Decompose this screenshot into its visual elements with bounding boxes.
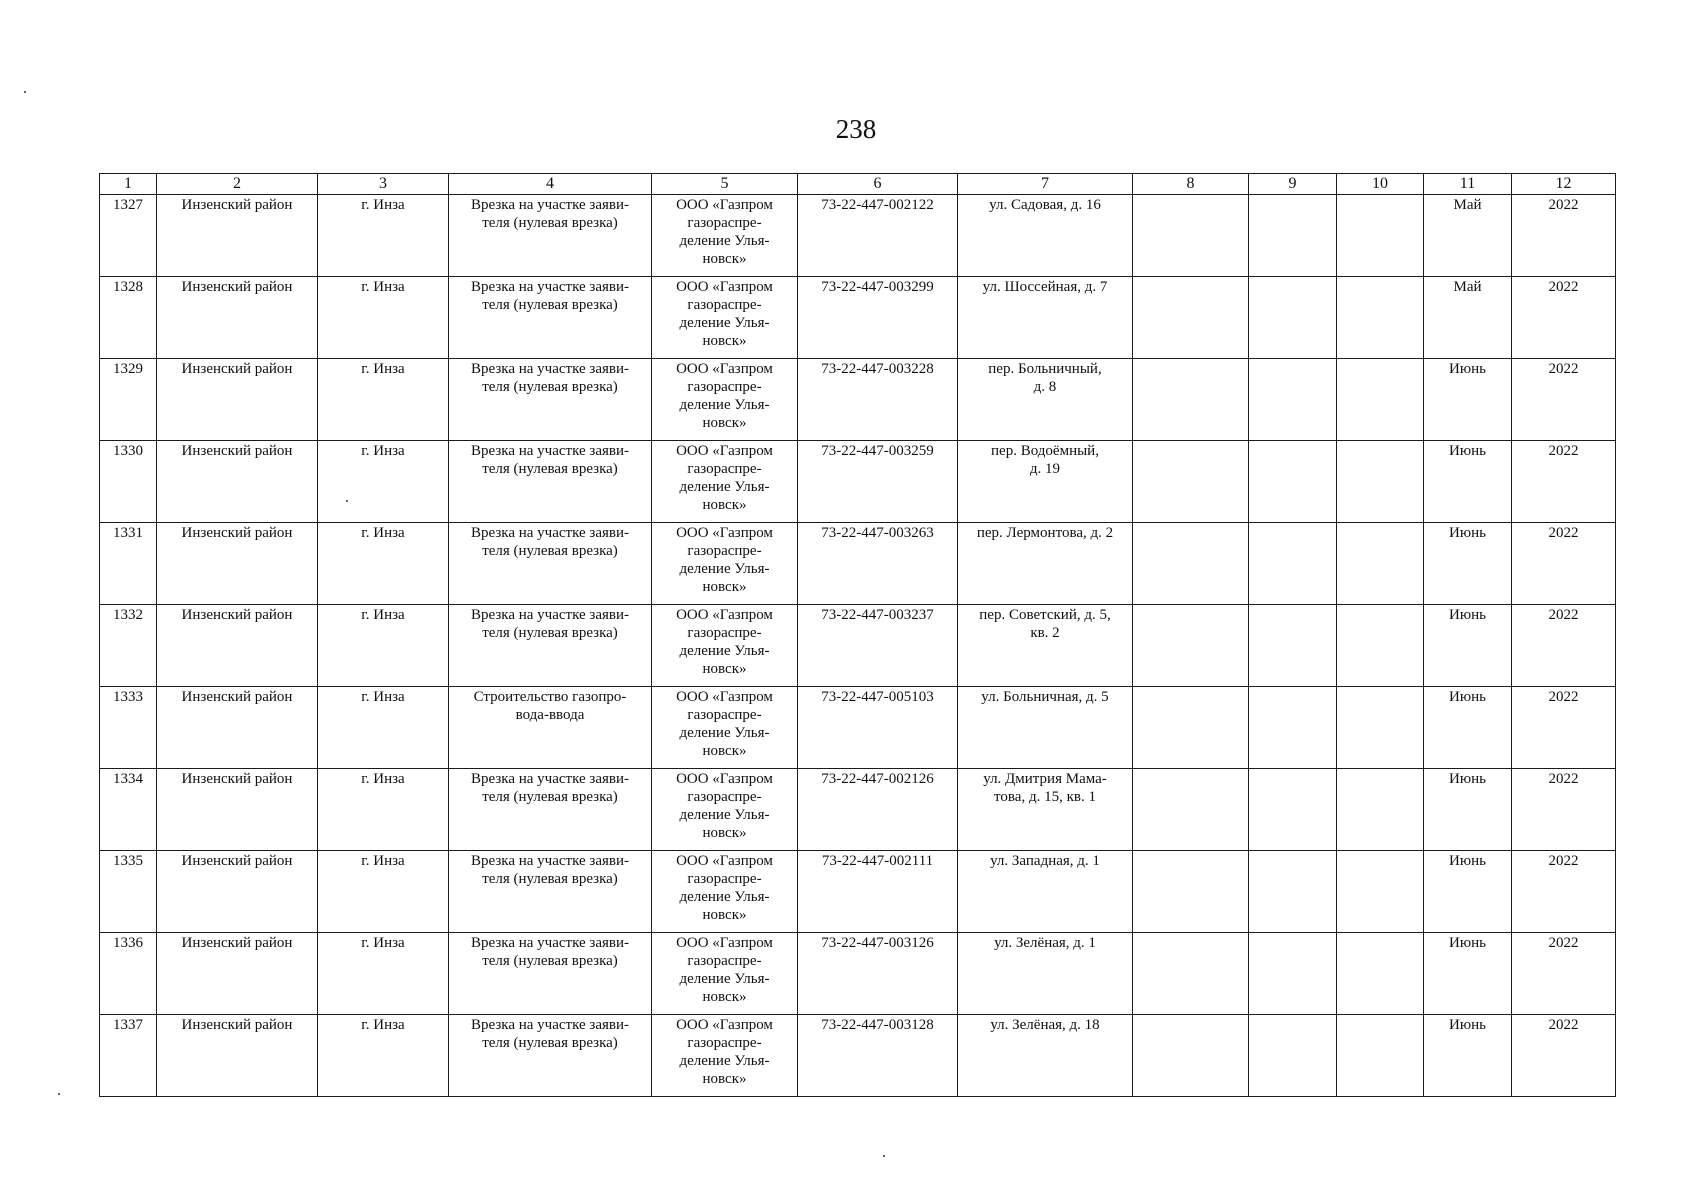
column-header-12: 12 [1512,174,1616,195]
address-cell: ул. Дмитрия Мама- това, д. 15, кв. 1 [958,769,1133,851]
column-8-cell [1133,277,1249,359]
district-cell: Инзенский район [157,769,318,851]
column-header-2: 2 [157,174,318,195]
work-type-cell: Врезка на участке заяви- теля (нулевая врезка) [449,933,652,1015]
locality-cell: г. Инза [318,933,449,1015]
column-header-9: 9 [1249,174,1337,195]
address-cell: ул. Шоссейная, д. 7 [958,277,1133,359]
column-header-5: 5 [652,174,798,195]
address-cell: пер. Больничный, д. 8 [958,359,1133,441]
column-number-row [100,174,1616,195]
year-cell: 2022 [1512,605,1616,687]
column-9-cell [1249,687,1337,769]
object-code-cell: 73-22-447-002122 [798,195,958,277]
column-9-cell [1249,441,1337,523]
table-row [100,769,1616,851]
scan-speck [58,1093,60,1095]
column-9-cell [1249,523,1337,605]
column-9-cell [1249,769,1337,851]
address-cell: пер. Советский, д. 5, кв. 2 [958,605,1133,687]
address-cell: пер. Водоёмный, д. 19 [958,441,1133,523]
work-type-cell: Врезка на участке заяви- теля (нулевая врезка) [449,1015,652,1097]
row-number-cell: 1334 [100,769,157,851]
column-8-cell [1133,687,1249,769]
object-code-cell: 73-22-447-003259 [798,441,958,523]
organization-cell: ООО «Газпром газораспре- деление Улья- новск» [652,359,798,441]
month-cell: Июнь [1424,605,1512,687]
column-header-8: 8 [1133,174,1249,195]
column-8-cell [1133,359,1249,441]
month-cell: Июнь [1424,851,1512,933]
locality-cell: г. Инза [318,769,449,851]
row-number-cell: 1327 [100,195,157,277]
column-9-cell [1249,277,1337,359]
row-number-cell: 1336 [100,933,157,1015]
district-cell: Инзенский район [157,523,318,605]
column-10-cell [1337,195,1424,277]
column-9-cell [1249,359,1337,441]
locality-cell: г. Инза [318,277,449,359]
address-cell: ул. Садовая, д. 16 [958,195,1133,277]
column-8-cell [1133,1015,1249,1097]
object-code-cell: 73-22-447-003228 [798,359,958,441]
object-code-cell: 73-22-447-002111 [798,851,958,933]
address-cell: пер. Лермонтова, д. 2 [958,523,1133,605]
object-code-cell: 73-22-447-005103 [798,687,958,769]
locality-cell: г. Инза [318,441,449,523]
row-number-cell: 1331 [100,523,157,605]
object-code-cell: 73-22-447-002126 [798,769,958,851]
organization-cell: ООО «Газпром газораспре- деление Улья- новск» [652,1015,798,1097]
column-8-cell [1133,769,1249,851]
year-cell: 2022 [1512,441,1616,523]
address-cell: ул. Зелёная, д. 18 [958,1015,1133,1097]
object-code-cell: 73-22-447-003128 [798,1015,958,1097]
column-header-10: 10 [1337,174,1424,195]
month-cell: Июнь [1424,769,1512,851]
column-10-cell [1337,1015,1424,1097]
district-cell: Инзенский район [157,851,318,933]
locality-cell: г. Инза [318,359,449,441]
work-type-cell: Строительство газопро- вода-ввода [449,687,652,769]
column-8-cell [1133,851,1249,933]
table-row [100,277,1616,359]
organization-cell: ООО «Газпром газораспре- деление Улья- новск» [652,441,798,523]
organization-cell: ООО «Газпром газораспре- деление Улья- новск» [652,687,798,769]
district-cell: Инзенский район [157,277,318,359]
table-body [100,195,1616,1097]
organization-cell: ООО «Газпром газораспре- деление Улья- новск» [652,933,798,1015]
work-type-cell: Врезка на участке заяви- теля (нулевая врезка) [449,605,652,687]
gas-connection-schedule-table [99,173,1616,1097]
column-10-cell [1337,605,1424,687]
row-number-cell: 1335 [100,851,157,933]
work-type-cell: Врезка на участке заяви- теля (нулевая врезка) [449,769,652,851]
table-row [100,687,1616,769]
column-10-cell [1337,687,1424,769]
column-9-cell [1249,851,1337,933]
row-number-cell: 1337 [100,1015,157,1097]
organization-cell: ООО «Газпром газораспре- деление Улья- новск» [652,195,798,277]
year-cell: 2022 [1512,687,1616,769]
table-row [100,359,1616,441]
column-8-cell [1133,523,1249,605]
locality-cell: г. Инза [318,687,449,769]
address-cell: ул. Больничная, д. 5 [958,687,1133,769]
table-row [100,441,1616,523]
column-header-1: 1 [100,174,157,195]
column-8-cell [1133,195,1249,277]
table-row [100,851,1616,933]
page-number: 238 [835,114,877,144]
locality-cell: г. Инза [318,605,449,687]
district-cell: Инзенский район [157,605,318,687]
scan-speck [883,1155,885,1157]
month-cell: Июнь [1424,933,1512,1015]
district-cell: Инзенский район [157,359,318,441]
column-10-cell [1337,851,1424,933]
row-number-cell: 1328 [100,277,157,359]
district-cell: Инзенский район [157,441,318,523]
table-row [100,933,1616,1015]
locality-cell: г. Инза [318,1015,449,1097]
scan-speck [24,91,26,93]
address-cell: ул. Зелёная, д. 1 [958,933,1133,1015]
column-10-cell [1337,277,1424,359]
column-10-cell [1337,523,1424,605]
work-type-cell: Врезка на участке заяви- теля (нулевая врезка) [449,277,652,359]
column-10-cell [1337,769,1424,851]
organization-cell: ООО «Газпром газораспре- деление Улья- новск» [652,851,798,933]
row-number-cell: 1329 [100,359,157,441]
locality-cell: г. Инза [318,851,449,933]
year-cell: 2022 [1512,359,1616,441]
month-cell: Июнь [1424,441,1512,523]
object-code-cell: 73-22-447-003126 [798,933,958,1015]
month-cell: Май [1424,277,1512,359]
column-9-cell [1249,933,1337,1015]
column-header-3: 3 [318,174,449,195]
column-8-cell [1133,933,1249,1015]
work-type-cell: Врезка на участке заяви- теля (нулевая врезка) [449,523,652,605]
table-row [100,523,1616,605]
work-type-cell: Врезка на участке заяви- теля (нулевая врезка) [449,851,652,933]
organization-cell: ООО «Газпром газораспре- деление Улья- новск» [652,769,798,851]
organization-cell: ООО «Газпром газораспре- деление Улья- новск» [652,277,798,359]
year-cell: 2022 [1512,277,1616,359]
column-9-cell [1249,195,1337,277]
row-number-cell: 1330 [100,441,157,523]
year-cell: 2022 [1512,851,1616,933]
work-type-cell: Врезка на участке заяви- теля (нулевая врезка) [449,195,652,277]
column-8-cell [1133,605,1249,687]
year-cell: 2022 [1512,1015,1616,1097]
month-cell: Июнь [1424,359,1512,441]
column-10-cell [1337,933,1424,1015]
column-header-7: 7 [958,174,1133,195]
year-cell: 2022 [1512,523,1616,605]
object-code-cell: 73-22-447-003299 [798,277,958,359]
table-row [100,1015,1616,1097]
column-10-cell [1337,441,1424,523]
work-type-cell: Врезка на участке заяви- теля (нулевая врезка) [449,441,652,523]
organization-cell: ООО «Газпром газораспре- деление Улья- новск» [652,605,798,687]
year-cell: 2022 [1512,195,1616,277]
column-9-cell [1249,605,1337,687]
column-header-4: 4 [449,174,652,195]
district-cell: Инзенский район [157,1015,318,1097]
row-number-cell: 1332 [100,605,157,687]
work-type-cell: Врезка на участке заяви- теля (нулевая врезка) [449,359,652,441]
district-cell: Инзенский район [157,195,318,277]
locality-cell: г. Инза [318,195,449,277]
month-cell: Июнь [1424,523,1512,605]
table-row [100,195,1616,277]
district-cell: Инзенский район [157,933,318,1015]
year-cell: 2022 [1512,933,1616,1015]
column-10-cell [1337,359,1424,441]
object-code-cell: 73-22-447-003263 [798,523,958,605]
month-cell: Июнь [1424,1015,1512,1097]
locality-cell: г. Инза [318,523,449,605]
column-9-cell [1249,1015,1337,1097]
object-code-cell: 73-22-447-003237 [798,605,958,687]
year-cell: 2022 [1512,769,1616,851]
organization-cell: ООО «Газпром газораспре- деление Улья- новск» [652,523,798,605]
district-cell: Инзенский район [157,687,318,769]
column-8-cell [1133,441,1249,523]
column-header-11: 11 [1424,174,1512,195]
scan-speck [346,500,348,502]
month-cell: Июнь [1424,687,1512,769]
month-cell: Май [1424,195,1512,277]
column-header-6: 6 [798,174,958,195]
address-cell: ул. Западная, д. 1 [958,851,1133,933]
row-number-cell: 1333 [100,687,157,769]
table-row [100,605,1616,687]
